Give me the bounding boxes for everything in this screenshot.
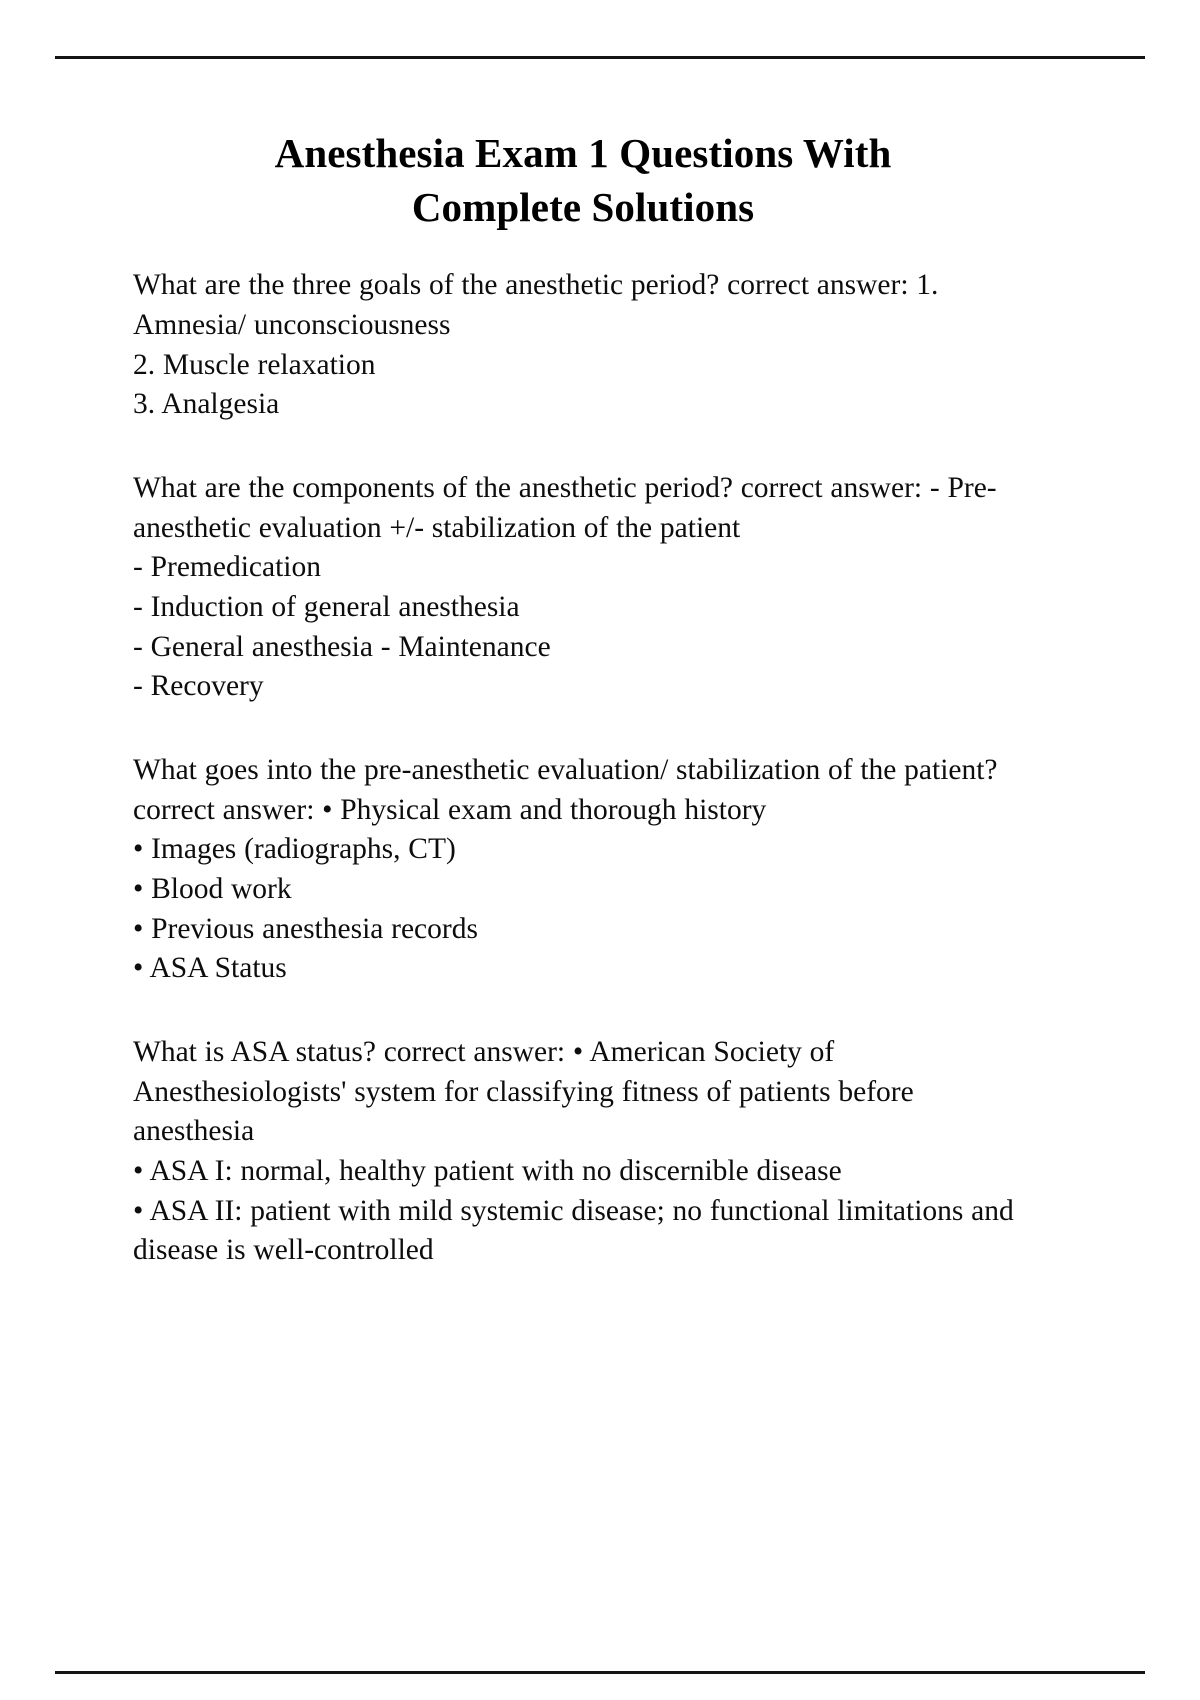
page-bottom-rule xyxy=(55,1671,1145,1674)
qa-answer-line: • ASA I: normal, healthy patient with no discernible disease xyxy=(133,1154,842,1187)
qa-answer-list xyxy=(133,548,1033,707)
qa-block-pre-anesthetic-evaluation-contents xyxy=(133,751,1033,989)
qa-answer-line: • Blood work xyxy=(133,872,292,905)
qa-answer-line: - Premedication xyxy=(133,551,321,584)
page-top-rule xyxy=(55,56,1145,59)
qa-answer-line: - General anesthesia - Maintenance xyxy=(133,630,551,663)
qa-block-components-of-anesthetic-period xyxy=(133,469,1033,707)
qa-answer-line: 3. Analgesia xyxy=(133,388,280,421)
qa-block-asa-status-definition xyxy=(133,1033,1033,1271)
qa-answer-list xyxy=(133,830,1033,989)
qa-question-answer-lead: What goes into the pre-anesthetic evaluation/ stabilization of the patient? correct answer: • Physical exam and thorough history xyxy=(133,753,998,826)
qa-answer-list xyxy=(133,346,1033,425)
qa-answer-line: 2. Muscle relaxation xyxy=(133,348,376,381)
qa-answer-line: • Previous anesthesia records xyxy=(133,912,478,945)
page-title xyxy=(133,126,1033,234)
document-content xyxy=(133,126,1033,1271)
page-title-line-1: Anesthesia Exam 1 Questions With xyxy=(274,130,892,176)
qa-question-answer-lead: What are the components of the anesthetic period? correct answer: - Pre-anesthetic evaluation +/- stabilization of the patient xyxy=(133,471,997,544)
qa-answer-line: - Induction of general anesthesia xyxy=(133,590,520,623)
qa-answer-line: - Recovery xyxy=(133,670,264,703)
qa-question-answer-lead: What is ASA status? correct answer: • American Society of Anesthesiologists' system for classifying fitness of patients before anesthesia xyxy=(133,1035,914,1148)
qa-answer-line: • ASA II: patient with mild systemic disease; no functional limitations and disease is well-controlled xyxy=(133,1194,1014,1267)
page-title-line-2: Complete Solutions xyxy=(411,184,755,231)
qa-answer-list xyxy=(133,1152,1033,1271)
qa-question-answer-lead: What are the three goals of the anesthetic period? correct answer: 1. Amnesia/ unconsciousness xyxy=(133,269,939,341)
qa-block-goals-of-anesthetic-period xyxy=(133,266,1033,425)
qa-answer-line: • ASA Status xyxy=(133,952,287,985)
qa-answer-line: • Images (radiographs, CT) xyxy=(133,833,456,866)
